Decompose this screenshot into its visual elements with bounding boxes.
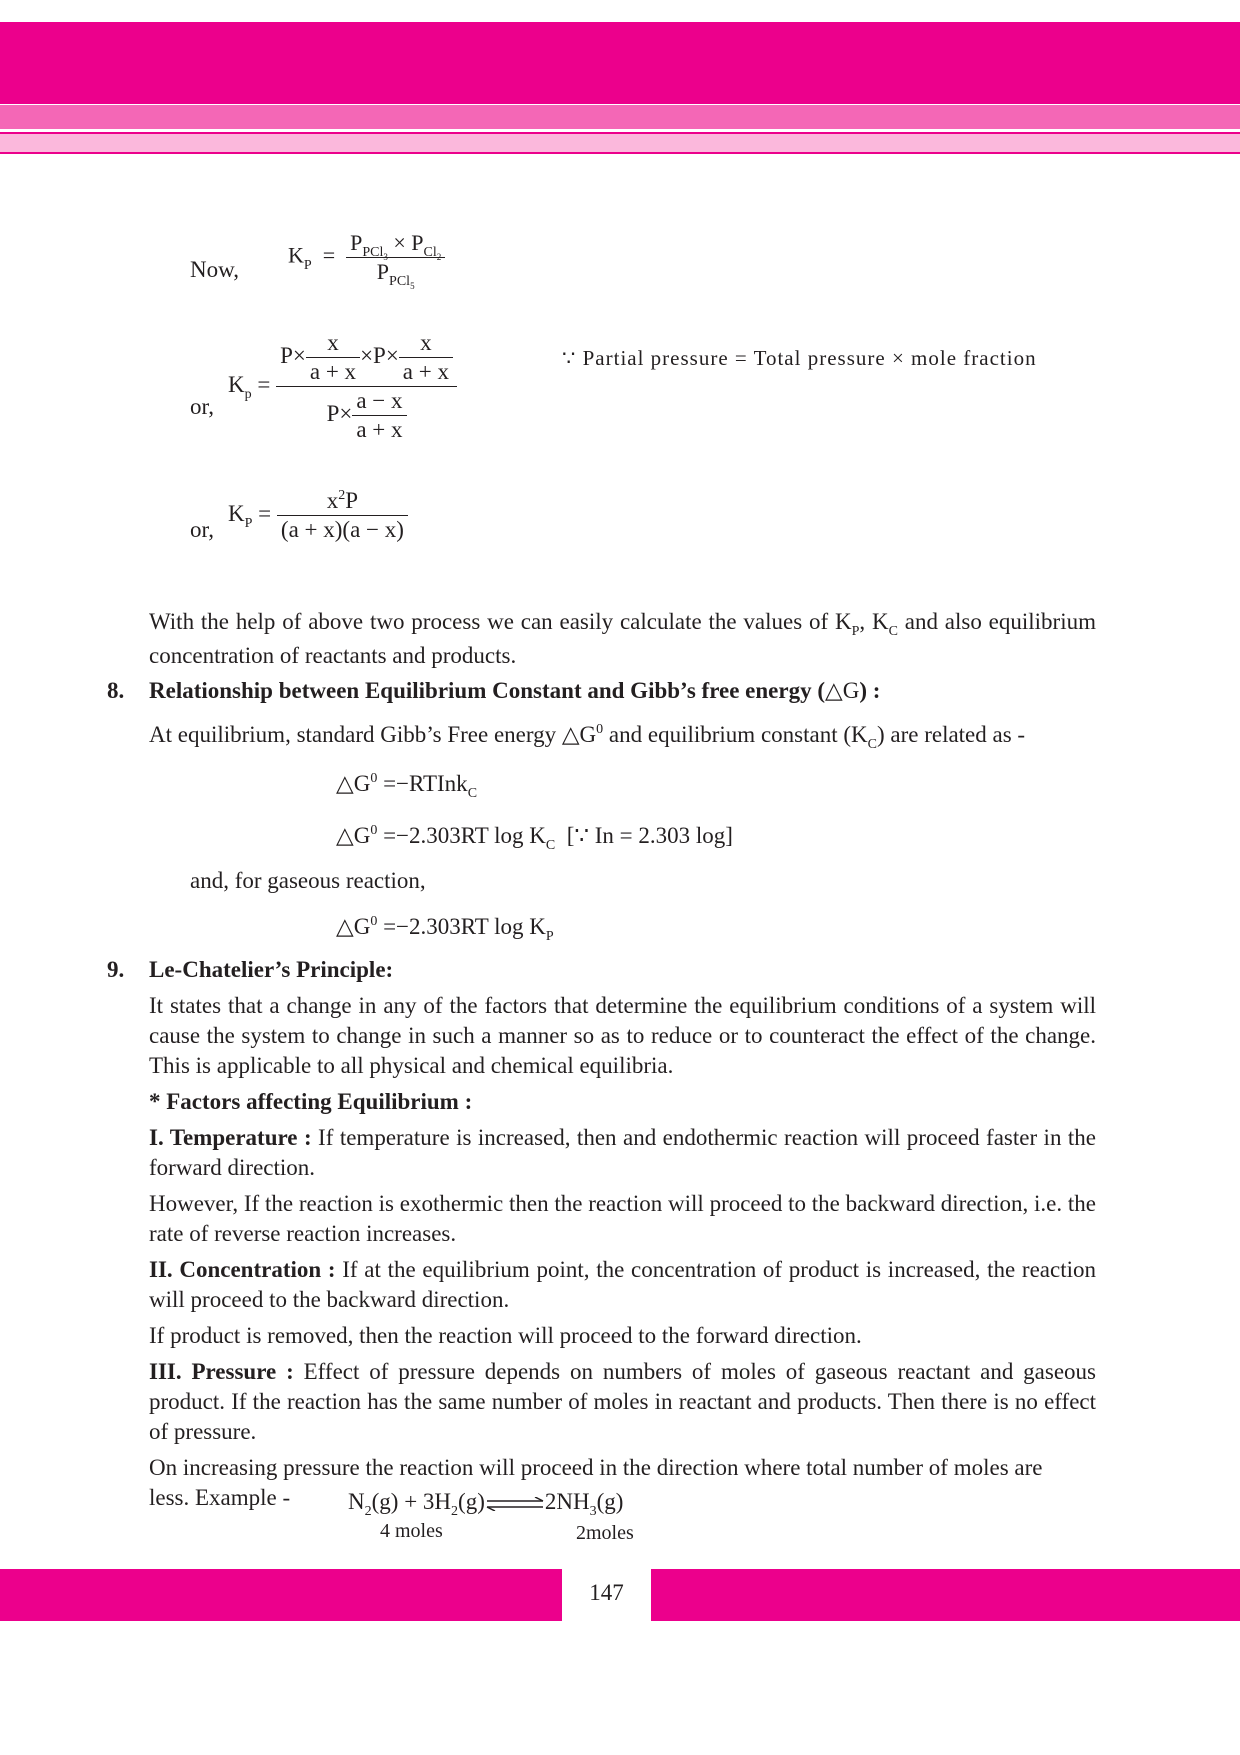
gibbs-equation-2: $\triangle G^0 =-2.303RT$ $\log K_C$ [∵ In = 2.303 log] [336,823,733,853]
gibbs-equation-1: $\triangle G^0$ =−RTInk$_C$ [336,771,478,801]
header-band-bottom [0,132,1240,154]
or-label-1: or, [190,394,214,419]
concentration-paragraph: II. Concentration : If at the equilibrium point, the concentration of product is increased, the reaction will proceed to the backward direction. [149,1257,1096,1312]
temperature-paragraph: I. Temperature : If temperature is increased, then and endothermic reaction will proceed faster in the forward direction. [149,1125,1096,1180]
pressure-paragraph: III. Pressure : Effect of pressure depends on numbers of moles of gaseous reactant and gaseous product. If the reaction has the same number of moles in reactant and products. Then there is no effect of pressure. [149,1359,1096,1444]
moles-right: 2moles [576,1522,634,1544]
paragraph-help: With the help of above two process we can easily calculate the values of $K_P$, $K_C$ and also equilibrium concentration of reactants and products. [149,609,1096,668]
gaseous-reaction-label: and, for gaseous reaction, [190,868,426,893]
section-8-intro: At equilibrium, standard Gibb’s Free energy $\triangle G^0$ and equilibrium constant $(K_C)$ are related as - [149,722,1026,752]
footer-band-right [651,1569,1240,1621]
pressure-paragraph-2: On increasing pressure the reaction will proceed in the direction where total number of moles are [149,1455,1043,1480]
now-label: Now, [190,257,239,282]
moles-left: 4 moles [380,1520,443,1542]
pressure-example-label: less. Example - [149,1485,291,1510]
concentration-paragraph-2: If product is removed, then the reaction will proceed to the forward direction. [149,1323,862,1348]
section-8-number: 8. [107,678,125,703]
gibbs-equation-3: $\triangle G^0 =-2.303RT$ $\log K_P$ [336,914,554,944]
partial-pressure-note: ∵ Partial pressure = Total pressure × mole fraction [562,346,1037,370]
ammonia-equation: $N_2(g) + 3H_2(g)$ $2NH_3(g)$ [348,1489,624,1519]
temperature-paragraph-2: However, If the reaction is exothermic then the reaction will proceed to the backward direction, i.e. the rate of reverse reaction increases. [149,1191,1096,1246]
section-8-title: Relationship between Equilibrium Constant and Gibb’s free energy (△G) : [149,678,881,703]
le-chatelier-body: It states that a change in any of the factors that determine the equilibrium conditions of a system will cause the system to change in such a manner so as to reduce or to counteract the effect of the change. This is applicable to all physical and chemical equilibria. [149,993,1096,1078]
header-band-top [0,22,1240,104]
or-label-2: or, [190,517,214,542]
header-band-middle [0,105,1240,129]
kp-equation-1: $K_P$ = $\frac{P_{PCl_3} \times P_{Cl_2}}{P_{PCl_5}}$ [288,230,445,285]
factors-heading: * Factors affecting Equilibrium : [149,1089,473,1114]
section-9-number: 9. [107,957,125,982]
equilibrium-arrow-icon [485,1497,545,1511]
page-number: 147 [589,1580,624,1605]
section-9-title: Le-Chatelier’s Principle: [149,957,394,982]
kp-equation-2: $K_p$ = P× $\frac{x}{a + x}$ ×P× $\frac{x}{a + x}$ P× $\frac{a - x}{a + x}$ [228,330,457,443]
footer-band-left [0,1569,562,1621]
kp-equation-3: $K_P$ = $\frac{x^2P}{(a + x)(a - x)}$ [228,488,408,543]
